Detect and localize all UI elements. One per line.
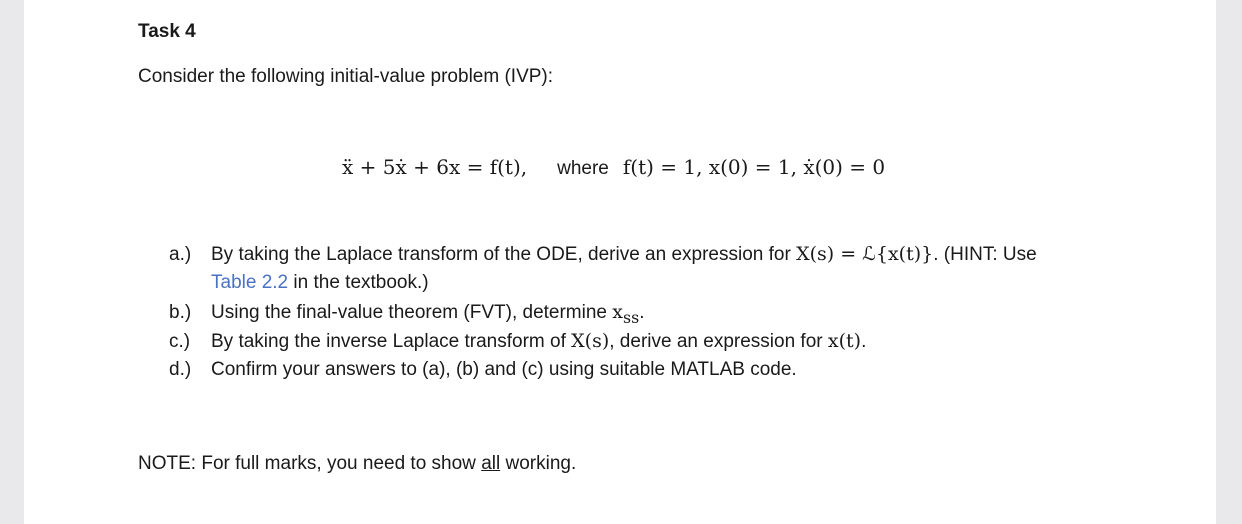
question-text: Using the final-value theorem (FVT), determine <box>211 302 607 323</box>
math-expression: X(s) = ℒ{x(t)} <box>796 243 934 265</box>
question-d <box>169 359 1037 388</box>
question-c <box>169 330 1037 359</box>
initial-conditions: f(t) = 1, x(0) = 1, ẋ(0) = 0 <box>622 155 886 179</box>
note-before: NOTE: For full marks, you need to show <box>138 453 476 474</box>
where-label: where <box>557 158 609 179</box>
note-emphasis: all <box>481 453 501 474</box>
question-text: . (HINT: Use <box>933 244 1037 265</box>
question-marker: b.) <box>169 302 192 323</box>
question-list <box>169 243 1037 388</box>
note-after: working. <box>505 453 577 474</box>
math-expression: x(t) <box>827 330 862 352</box>
question-b <box>169 301 1037 330</box>
document-page <box>24 0 1216 524</box>
ode-expression: ẍ + 5ẋ + 6x = f(t), <box>342 155 528 179</box>
table-link[interactable]: Table 2.2 <box>211 272 289 293</box>
note-text <box>138 453 576 475</box>
math-expression: x <box>612 301 623 323</box>
question-text: By taking the Laplace transform of the ODE, derive an expression for <box>211 244 791 265</box>
question-text: By taking the inverse Laplace transform of <box>211 331 566 352</box>
ivp-equation <box>342 155 885 180</box>
intro-text: Consider the following initial-value problem (IVP): <box>138 66 554 87</box>
question-marker: d.) <box>169 359 192 380</box>
question-text: . <box>639 302 645 323</box>
question-text: in the textbook.) <box>293 272 429 293</box>
question-a-continuation <box>169 272 1037 301</box>
question-a <box>169 243 1037 272</box>
question-text: . <box>861 331 867 352</box>
question-marker: a.) <box>169 244 192 265</box>
question-text: , derive an expression for <box>609 331 823 352</box>
math-subscript: ss <box>623 307 640 327</box>
question-text: Confirm your answers to (a), (b) and (c) using suitable MATLAB code. <box>211 359 797 380</box>
task-title: Task 4 <box>138 21 196 42</box>
math-expression: X(s) <box>571 330 610 352</box>
question-marker: c.) <box>169 331 191 352</box>
